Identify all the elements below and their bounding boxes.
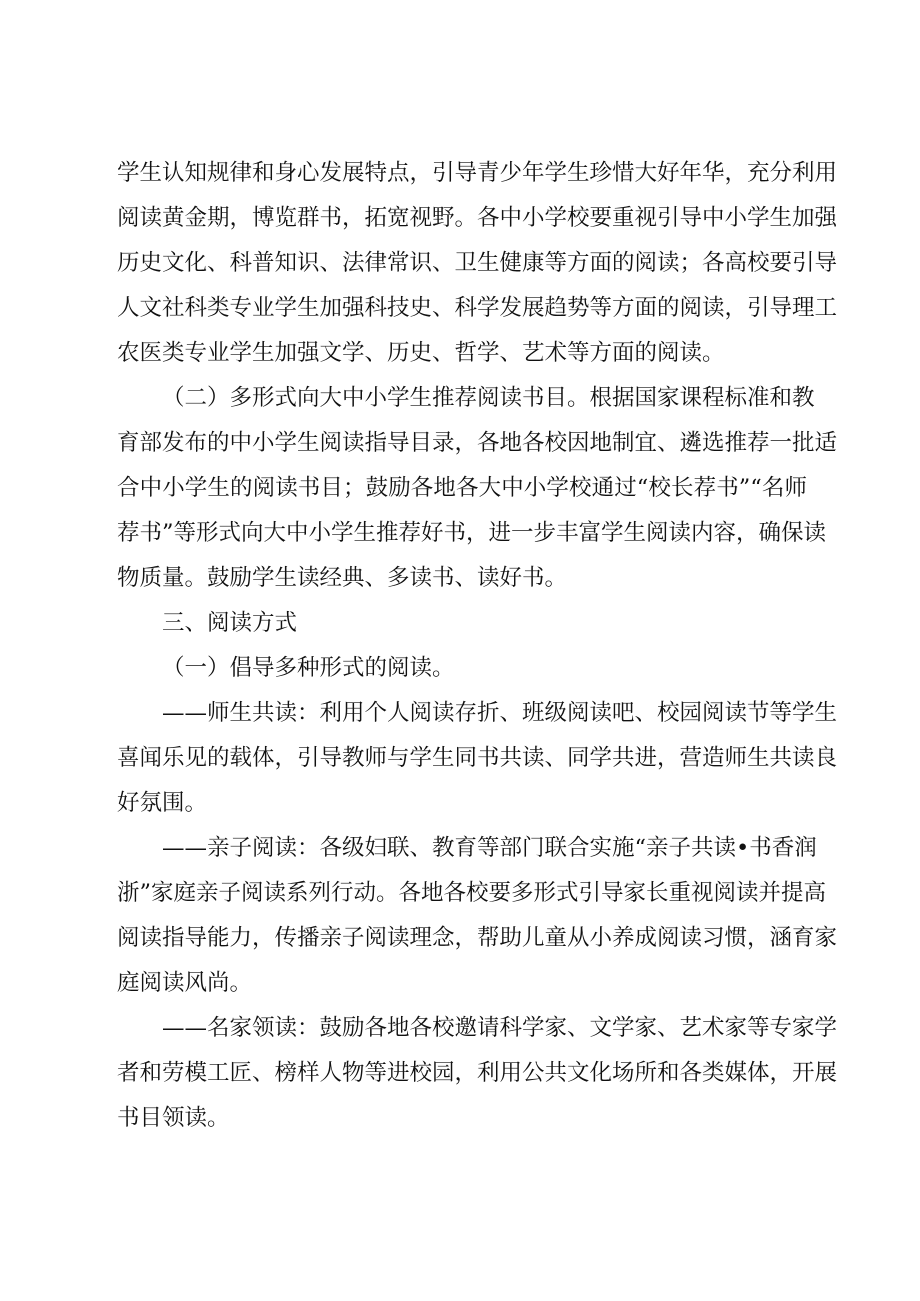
subsection-heading: （一）倡导多种形式的阅读。 <box>162 655 455 681</box>
text-line: 物质量。鼓励学生读经典、多读书、读好书。 <box>117 565 568 591</box>
text-line: 喜闻乐见的载体，引导教师与学生同书共读、同学共进，营造师生共读良 <box>117 745 838 771</box>
document-body <box>117 151 838 1141</box>
text-line: 育部发布的中小学生阅读指导目录，各地各校因地制宜、遴选推荐一批适 <box>117 430 838 456</box>
text-line: 阅读指导能力，传播亲子阅读理念，帮助儿童从小养成阅读习惯，涵育家 <box>117 925 838 951</box>
text-line: ——亲子阅读：各级妇联、教育等部门联合实施“亲子共读•书香润 <box>162 835 817 861</box>
paragraph-parent-child-reading <box>117 826 838 1006</box>
text-line: 者和劳模工匠、榜样人物等进校园，利用公共文化场所和各类媒体，开展 <box>117 1060 838 1086</box>
text-line: 好氛围。 <box>117 790 208 816</box>
text-line: 人文社科类专业学生加强科技史、科学发展趋势等方面的阅读，引导理工 <box>117 295 838 321</box>
text-line: 农医类专业学生加强文学、历史、哲学、艺术等方面的阅读。 <box>117 340 725 366</box>
paragraph-recommend-books <box>117 376 838 601</box>
text-line: （二）多形式向大中小学生推荐阅读书目。根据国家课程标准和教 <box>162 385 815 411</box>
section-heading: 三、阅读方式 <box>162 610 298 636</box>
paragraph-expert-led-reading <box>117 1006 838 1141</box>
text-line: 浙”家庭亲子阅读系列行动。各地各校要多形式引导家长重视阅读并提高 <box>117 880 827 906</box>
text-line: ——师生共读：利用个人阅读存折、班级阅读吧、校园阅读节等学生 <box>162 700 838 726</box>
subsection-heading-multiple-forms <box>117 646 807 691</box>
paragraph-reading-guidance <box>117 151 838 376</box>
text-line: 荐书”等形式向大中小学生推荐好书，进一步丰富学生阅读内容，确保读 <box>117 520 827 546</box>
text-line: 历史文化、科普知识、法律常识、卫生健康等方面的阅读；各高校要引导 <box>117 250 838 276</box>
text-line: 阅读黄金期，博览群书，拓宽视野。各中小学校要重视引导中小学生加强 <box>117 205 838 231</box>
paragraph-teacher-student-reading <box>117 691 838 826</box>
section-heading-reading-methods <box>117 601 807 646</box>
text-line: 书目领读。 <box>117 1105 230 1131</box>
text-line: 庭阅读风尚。 <box>117 970 253 996</box>
text-line: ——名家领读：鼓励各地各校邀请科学家、文学家、艺术家等专家学 <box>162 1015 838 1041</box>
text-line: 学生认知规律和身心发展特点，引导青少年学生珍惜大好年华，充分利用 <box>117 160 838 186</box>
text-line: 合中小学生的阅读书目；鼓励各地各大中小学校通过“校长荐书”“名师 <box>117 475 807 501</box>
